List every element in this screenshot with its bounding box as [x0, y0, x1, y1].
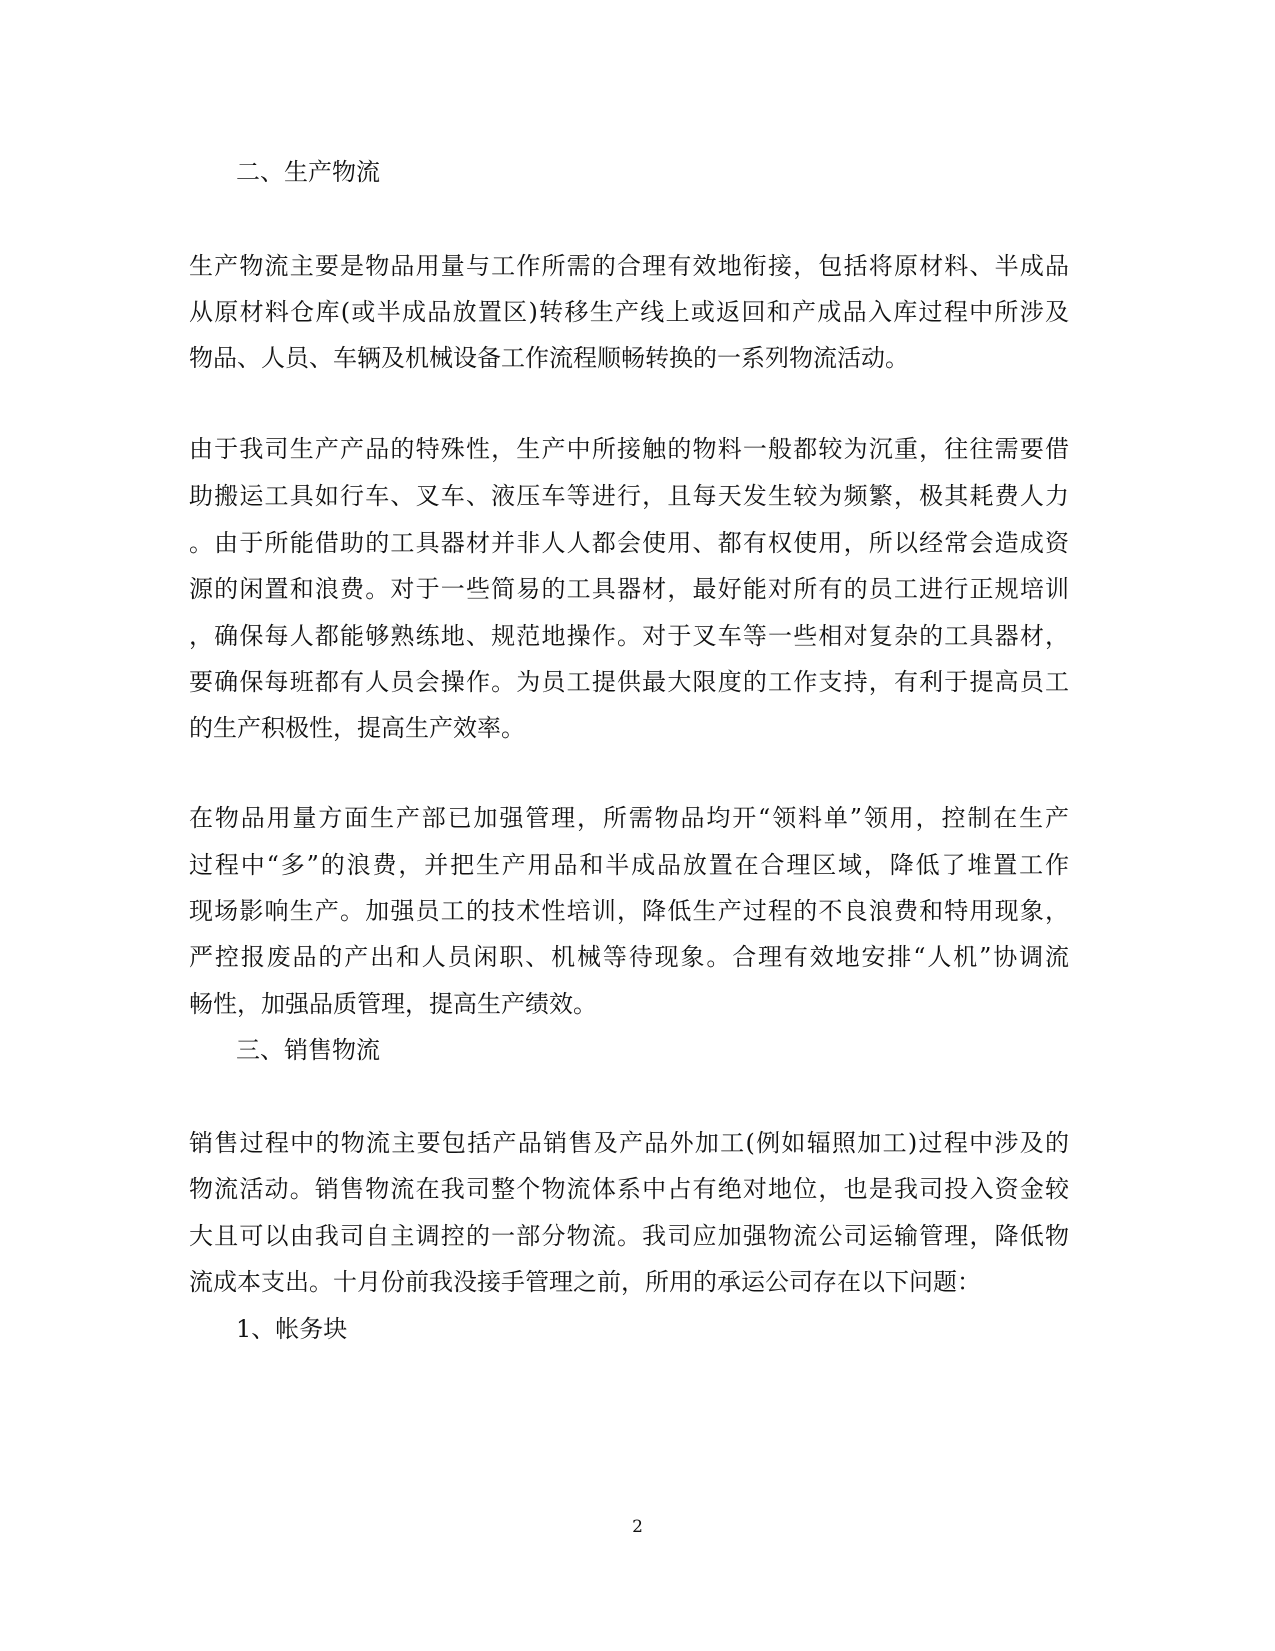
text-line: 从原材料仓库(或半成品放置区)转移生产线上或返回和产成品入库过程中所涉及 — [189, 298, 1069, 326]
text-line: ，确保每人都能够熟练地、规范地操作。对于叉车等一些相对复杂的工具器材， — [189, 622, 1069, 650]
text-line: 畅性，加强品质管理，提高生产绩效。 — [189, 990, 597, 1018]
text-line: 生产物流主要是物品用量与工作所需的合理有效地衔接，包括将原材料、半成品 — [189, 252, 1069, 280]
section-heading-production-logistics: 二、生产物流 — [236, 158, 380, 186]
text-line: 过程中“多”的浪费，并把生产用品和半成品放置在合理区域，降低了堆置工作 — [189, 851, 1069, 879]
section-heading-sales-logistics: 三、销售物流 — [236, 1036, 380, 1064]
text-line: 物流活动。销售物流在我司整个物流体系中占有绝对地位，也是我司投入资金较 — [189, 1175, 1069, 1203]
text-line: 要确保每班都有人员会操作。为员工提供最大限度的工作支持，有利于提高员工 — [189, 668, 1069, 696]
text-line: 由于我司生产产品的特殊性，生产中所接触的物料一般都较为沉重，往往需要借 — [189, 435, 1069, 463]
text-line: 物品、人员、车辆及机械设备工作流程顺畅转换的一系列物流活动。 — [189, 344, 909, 372]
text-line: 大且可以由我司自主调控的一部分物流。我司应加强物流公司运输管理，降低物 — [189, 1222, 1069, 1250]
text-line: 助搬运工具如行车、叉车、液压车等进行，且每天发生较为频繁，极其耗费人力 — [189, 482, 1069, 510]
text-line: 严控报废品的产出和人员闲职、机械等待现象。合理有效地安排“人机”协调流 — [189, 943, 1069, 971]
text-line: 在物品用量方面生产部已加强管理，所需物品均开“领料单”领用，控制在生产 — [189, 804, 1069, 832]
text-line: 。由于所能借助的工具器材并非人人都会使用、都有权使用，所以经常会造成资 — [189, 529, 1069, 557]
subheading-accounts: 1、帐务块 — [236, 1315, 348, 1343]
text-line: 现场影响生产。加强员工的技术性培训，降低生产过程的不良浪费和特用现象， — [189, 897, 1069, 925]
text-line: 源的闲置和浪费。对于一些简易的工具器材，最好能对所有的员工进行正规培训 — [189, 575, 1069, 603]
page-number: 2 — [632, 1517, 643, 1537]
text-line: 的生产积极性，提高生产效率。 — [189, 714, 525, 742]
text-line: 销售过程中的物流主要包括产品销售及产品外加工(例如辐照加工)过程中涉及的 — [189, 1129, 1069, 1157]
text-line: 流成本支出。十月份前我没接手管理之前，所用的承运公司存在以下问题： — [189, 1268, 981, 1296]
